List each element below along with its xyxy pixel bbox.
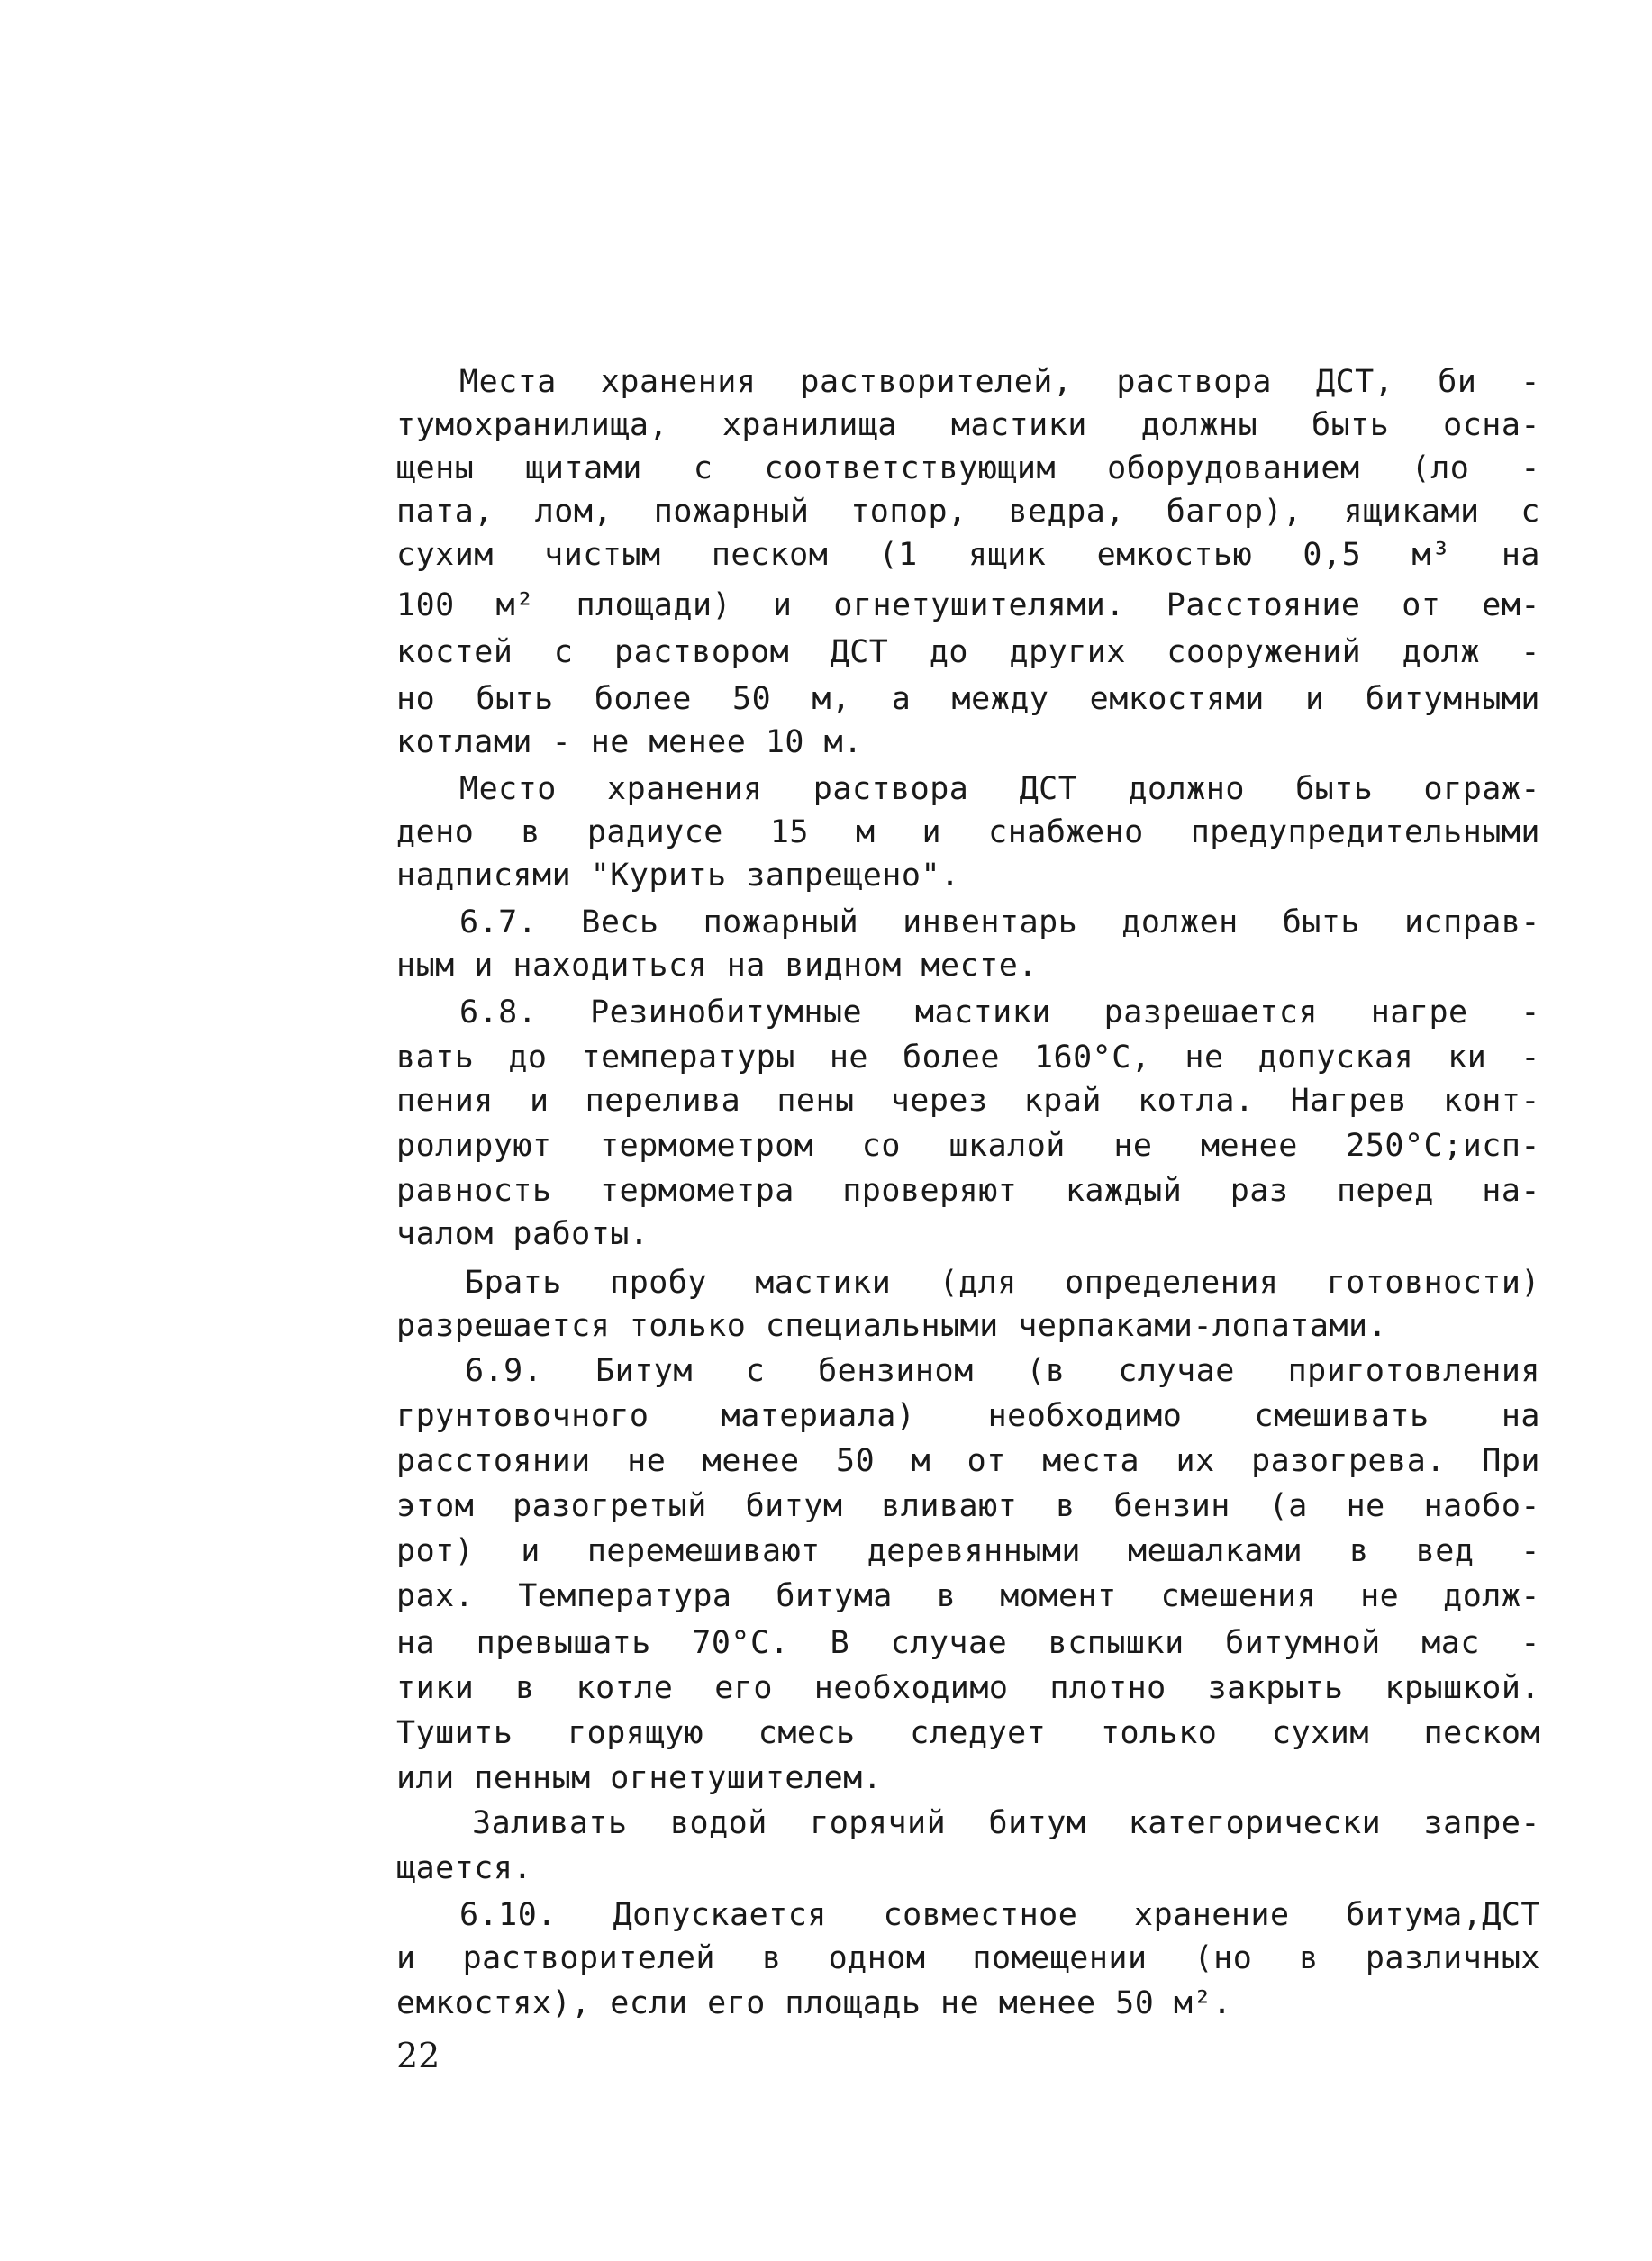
text-line: расстоянии не менее 50 м от места их разогрева. При [396,1443,1540,1479]
text-line: надписями "Курить запрещено". [396,858,960,894]
text-line: рах. Температура битума в момент смешения не долж- [396,1578,1540,1614]
text-line: дено в радиусе 15 м и снабжено предупредительными [396,814,1540,850]
text-line: 6.10. Допускается совместное хранение битума,ДСТ [459,1897,1540,1933]
text-line: на превышать 70°С. В случае вспышки битумной мас - [396,1625,1540,1661]
text-line: котлами - не менее 10 м. [396,724,863,760]
text-line: равность термометра проверяют каждый раз перед на- [396,1173,1540,1209]
text-line: щается. [396,1850,533,1886]
text-line: тумохранилища, хранилища мастики должны быть осна- [396,407,1540,443]
text-line: щены щитами с соответствующим оборудованием (ло - [396,450,1540,486]
text-line: чалом работы. [396,1216,649,1252]
text-line: Заливать водой горячий битум категорически запре- [472,1805,1540,1841]
text-line: пения и перелива пены через край котла. Нагрев конт- [396,1083,1540,1119]
text-line: ным и находиться на видном месте. [396,948,1038,984]
text-line: этом разогретый битум вливают в бензин (а не наобо- [396,1488,1540,1524]
text-line: Место хранения раствора ДСТ должно быть ограж- [459,771,1540,807]
text-line: грунтовочного материала) необходимо смешивать на [396,1398,1540,1434]
page-number: 22 [396,2036,440,2075]
text-line: Места хранения растворителей, раствора ДСТ, би - [459,364,1540,400]
text-line: разрешается только специальными черпаками-лопатами. [396,1308,1388,1344]
text-line: 100 м² площади) и огнетушителями. Расстояние от ем- [396,587,1540,623]
text-line: рот) и перемешивают деревянными мешалками в вед - [396,1533,1540,1569]
text-line: тики в котле его необходимо плотно закрыть крышкой. [396,1670,1540,1706]
text-line: но быть более 50 м, а между емкостями и битумными [396,681,1540,717]
text-line: костей с раствором ДСТ до других сооружений долж - [396,634,1540,670]
text-line: или пенным огнетушителем. [396,1760,883,1796]
text-line: емкостях), если его площадь не менее 50 м². [396,1985,1232,2021]
text-line: 6.8. Резинобитумные мастики разрешается нагре - [459,994,1540,1031]
text-line: 6.9. Битум с бензином (в случае приготовления [465,1353,1540,1389]
text-line: сухим чистым песком (1 ящик емкостью 0,5 м³ на [396,537,1540,573]
text-line: и растворителей в одном помещении (но в различных [396,1940,1540,1976]
text-line: Брать пробу мастики (для определения готовности) [465,1265,1540,1301]
text-line: вать до температуры не более 160°С, не допуская ки - [396,1040,1540,1076]
text-line: ролируют термометром со шкалой не менее 250°С;исп- [396,1128,1540,1164]
text-line: пата, лом, пожарный топор, ведра, багор), ящиками с [396,494,1540,530]
text-line: Тушить горящую смесь следует только сухим песком [396,1715,1540,1751]
text-line: 6.7. Весь пожарный инвентарь должен быть исправ- [459,904,1540,940]
